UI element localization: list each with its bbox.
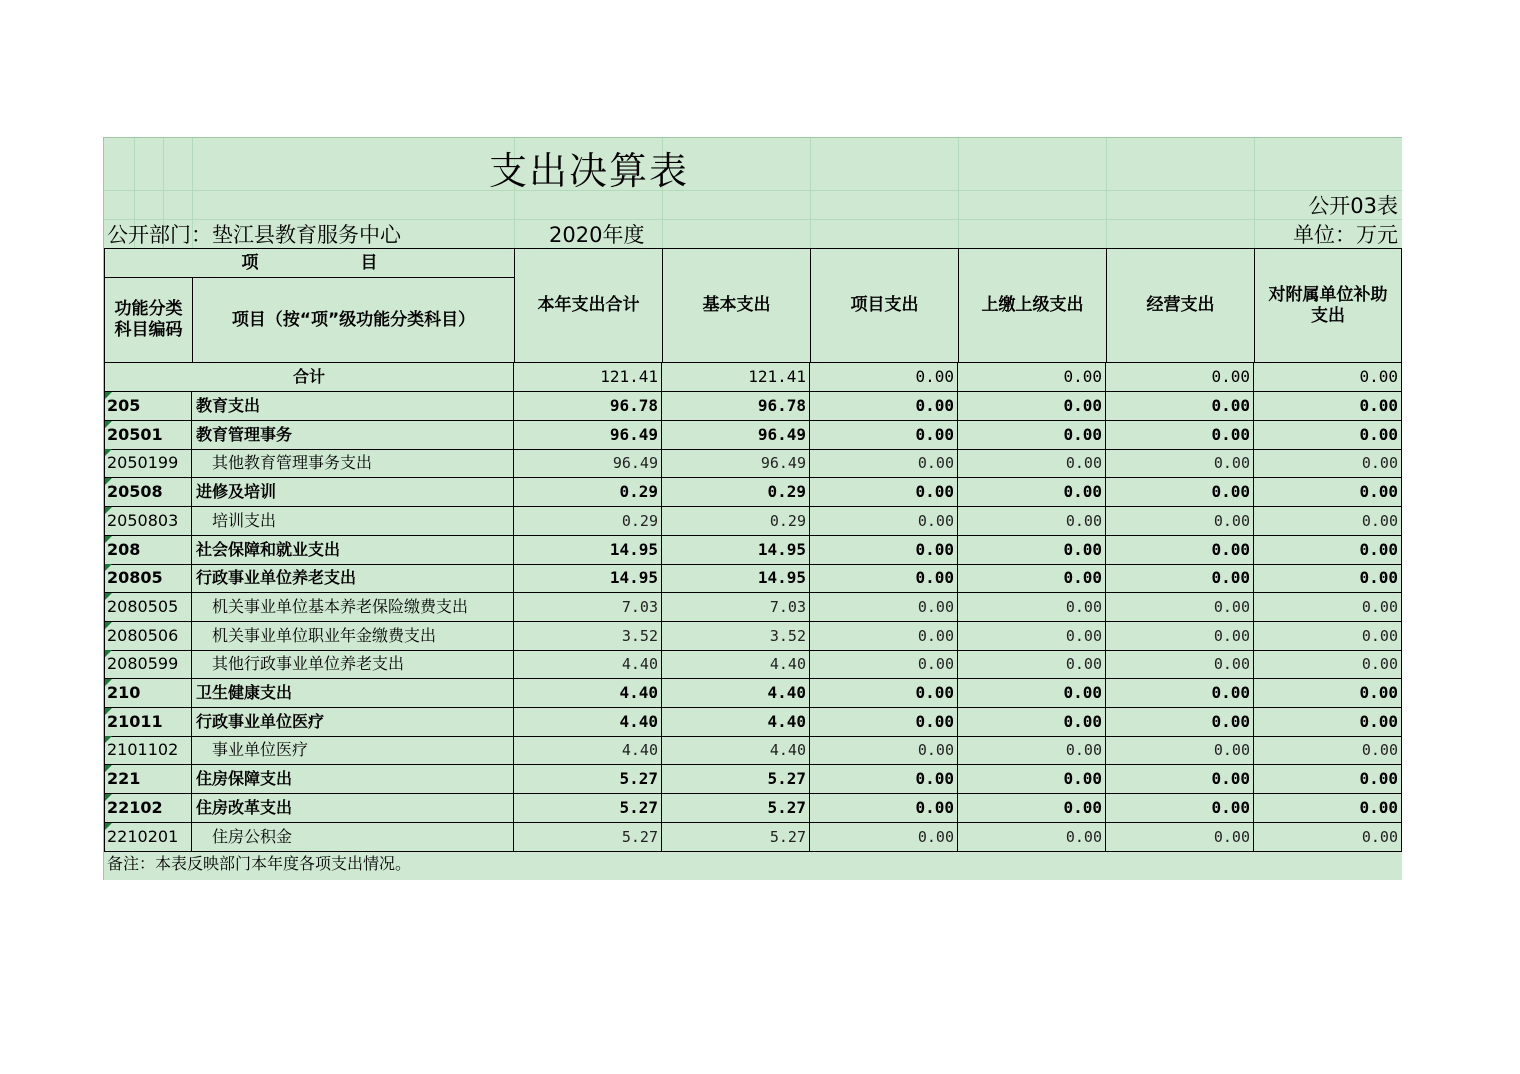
row-code: 2101102 [104, 736, 192, 764]
row-value: 0.00 [958, 564, 1106, 592]
row-value: 0.00 [1106, 449, 1254, 477]
row-value: 0.00 [1254, 449, 1402, 477]
row-value: 0.00 [958, 708, 1106, 736]
row-value: 5.27 [514, 765, 662, 793]
row-value: 4.40 [514, 708, 662, 736]
row-value: 0.00 [958, 794, 1106, 822]
row-value: 0.00 [1106, 765, 1254, 793]
row-code: 205 [104, 392, 192, 420]
row-value: 0.00 [1254, 392, 1402, 420]
row-code: 2050199 [104, 449, 192, 477]
table-row [104, 622, 1402, 651]
row-name: 行政事业单位医疗 [192, 708, 514, 736]
row-value: 0.00 [1106, 708, 1254, 736]
row-value: 0.00 [1106, 421, 1254, 449]
unit-label: 单位：万元 [1293, 223, 1398, 247]
row-value: 96.78 [514, 392, 662, 420]
total-value: 0.00 [958, 363, 1106, 391]
row-code: 22102 [104, 794, 192, 822]
grid-line [1106, 138, 1107, 248]
row-value: 0.00 [958, 650, 1106, 678]
department-label: 公开部门：垫江县教育服务中心 [107, 223, 401, 247]
header-item-group: 项 目 [104, 248, 515, 278]
row-value: 14.95 [662, 564, 810, 592]
expenditure-sheet [103, 137, 1402, 880]
header-code: 功能分类科目编码 [104, 277, 193, 363]
row-name: 其他行政事业单位养老支出 [192, 650, 514, 678]
row-value: 0.00 [1106, 478, 1254, 506]
row-name: 机关事业单位基本养老保险缴费支出 [192, 593, 514, 621]
row-value: 96.49 [514, 449, 662, 477]
table-row [104, 679, 1402, 708]
row-value: 0.00 [810, 794, 958, 822]
row-value: 0.00 [810, 449, 958, 477]
row-value: 0.00 [810, 823, 958, 851]
table-row [104, 823, 1402, 852]
header-name: 项目（按“项”级功能分类科目） [192, 277, 515, 363]
header-business: 经营支出 [1106, 248, 1255, 363]
row-code: 2210201 [104, 823, 192, 851]
row-code: 208 [104, 536, 192, 564]
table-row [104, 708, 1402, 737]
page-title: 支出决算表 [488, 149, 689, 193]
row-value: 0.29 [662, 478, 810, 506]
total-value: 121.41 [514, 363, 662, 391]
row-value: 3.52 [662, 622, 810, 650]
table-row [104, 392, 1402, 421]
row-value: 0.00 [958, 449, 1106, 477]
row-value: 0.29 [514, 507, 662, 535]
row-value: 0.00 [1106, 650, 1254, 678]
row-value: 0.00 [1254, 564, 1402, 592]
row-name: 卫生健康支出 [192, 679, 514, 707]
row-value: 0.00 [810, 421, 958, 449]
row-value: 5.27 [514, 794, 662, 822]
row-value: 0.00 [958, 536, 1106, 564]
row-value: 0.00 [958, 593, 1106, 621]
row-value: 0.00 [1254, 650, 1402, 678]
row-value: 5.27 [662, 823, 810, 851]
row-value: 0.00 [1106, 392, 1254, 420]
row-name: 进修及培训 [192, 478, 514, 506]
row-value: 0.00 [1254, 593, 1402, 621]
row-value: 0.00 [1254, 421, 1402, 449]
row-name: 事业单位医疗 [192, 736, 514, 764]
row-value: 0.00 [1254, 536, 1402, 564]
grid-line [104, 219, 1402, 220]
row-value: 7.03 [514, 593, 662, 621]
total-value: 121.41 [662, 363, 810, 391]
row-name: 机关事业单位职业年金缴费支出 [192, 622, 514, 650]
row-value: 3.52 [514, 622, 662, 650]
row-value: 0.00 [810, 392, 958, 420]
row-value: 5.27 [662, 794, 810, 822]
header-project: 项目支出 [810, 248, 959, 363]
header-total: 本年支出合计 [514, 248, 663, 363]
row-value: 0.00 [1106, 593, 1254, 621]
row-code: 210 [104, 679, 192, 707]
row-code: 221 [104, 765, 192, 793]
table-row [104, 564, 1402, 593]
row-value: 0.00 [958, 823, 1106, 851]
table-row [104, 507, 1402, 536]
table-row [104, 593, 1402, 622]
row-value: 0.00 [1106, 794, 1254, 822]
row-value: 96.49 [514, 421, 662, 449]
row-value: 0.00 [1254, 765, 1402, 793]
row-value: 4.40 [514, 679, 662, 707]
row-value: 0.00 [1106, 736, 1254, 764]
row-name: 住房保障支出 [192, 765, 514, 793]
row-value: 0.00 [1106, 679, 1254, 707]
row-value: 0.00 [810, 708, 958, 736]
row-value: 0.00 [810, 507, 958, 535]
table-row [104, 536, 1402, 565]
row-value: 4.40 [514, 650, 662, 678]
total-label: 合计 [104, 363, 514, 391]
row-value: 0.00 [1254, 823, 1402, 851]
row-value: 14.95 [514, 564, 662, 592]
total-value: 0.00 [810, 363, 958, 391]
grid-line [1254, 138, 1255, 248]
row-value: 0.00 [810, 650, 958, 678]
header-remit: 上缴上级支出 [958, 248, 1107, 363]
row-code: 20508 [104, 478, 192, 506]
row-value: 0.00 [810, 765, 958, 793]
table-row [104, 421, 1402, 450]
row-value: 0.00 [810, 564, 958, 592]
row-value: 96.49 [662, 449, 810, 477]
table-row [104, 736, 1402, 765]
table-row [104, 478, 1402, 507]
row-code: 2050803 [104, 507, 192, 535]
row-name: 培训支出 [192, 507, 514, 535]
row-value: 4.40 [662, 736, 810, 764]
row-value: 0.00 [1254, 507, 1402, 535]
row-value: 0.00 [958, 478, 1106, 506]
row-code: 20805 [104, 564, 192, 592]
row-value: 0.00 [1254, 478, 1402, 506]
table-row [104, 650, 1402, 679]
row-value: 5.27 [662, 765, 810, 793]
row-value: 4.40 [514, 736, 662, 764]
row-value: 0.29 [514, 478, 662, 506]
row-code: 2080599 [104, 650, 192, 678]
row-name: 教育支出 [192, 392, 514, 420]
total-value: 0.00 [1106, 363, 1254, 391]
total-row [104, 363, 1402, 392]
row-name: 住房改革支出 [192, 794, 514, 822]
table-number: 公开03表 [1308, 194, 1398, 218]
row-value: 0.00 [958, 421, 1106, 449]
row-value: 0.00 [1106, 536, 1254, 564]
table-row [104, 449, 1402, 478]
row-value: 5.27 [514, 823, 662, 851]
header-basic: 基本支出 [662, 248, 811, 363]
fiscal-year: 2020年度 [549, 223, 645, 247]
row-value: 0.00 [958, 679, 1106, 707]
row-code: 2080505 [104, 593, 192, 621]
row-value: 0.00 [810, 736, 958, 764]
row-value: 0.00 [1254, 736, 1402, 764]
row-value: 4.40 [662, 679, 810, 707]
table-row [104, 765, 1402, 794]
row-value: 0.00 [1106, 507, 1254, 535]
row-value: 0.00 [1106, 564, 1254, 592]
row-value: 0.00 [958, 392, 1106, 420]
row-value: 0.00 [810, 622, 958, 650]
row-value: 0.00 [958, 622, 1106, 650]
row-value: 0.00 [810, 478, 958, 506]
row-value: 0.00 [1106, 823, 1254, 851]
row-value: 4.40 [662, 708, 810, 736]
row-value: 0.00 [1254, 679, 1402, 707]
table-row [104, 794, 1402, 823]
row-value: 0.00 [810, 593, 958, 621]
row-value: 0.00 [1254, 622, 1402, 650]
row-code: 2080506 [104, 622, 192, 650]
row-value: 96.49 [662, 421, 810, 449]
row-value: 14.95 [662, 536, 810, 564]
row-value: 0.00 [1254, 794, 1402, 822]
row-name: 行政事业单位养老支出 [192, 564, 514, 592]
row-value: 0.00 [1106, 622, 1254, 650]
row-value: 0.29 [662, 507, 810, 535]
header-subsidy: 对附属单位补助支出 [1254, 248, 1402, 363]
row-code: 21011 [104, 708, 192, 736]
row-name: 教育管理事务 [192, 421, 514, 449]
row-value: 0.00 [958, 736, 1106, 764]
row-value: 0.00 [810, 679, 958, 707]
row-value: 14.95 [514, 536, 662, 564]
row-value: 4.40 [662, 650, 810, 678]
row-value: 0.00 [958, 507, 1106, 535]
row-value: 0.00 [958, 765, 1106, 793]
row-name: 社会保障和就业支出 [192, 536, 514, 564]
row-code: 20501 [104, 421, 192, 449]
row-name: 住房公积金 [192, 823, 514, 851]
footnote: 备注：本表反映部门本年度各项支出情况。 [107, 854, 412, 873]
row-value: 0.00 [1254, 708, 1402, 736]
row-name: 其他教育管理事务支出 [192, 449, 514, 477]
row-value: 96.78 [662, 392, 810, 420]
row-value: 0.00 [810, 536, 958, 564]
total-value: 0.00 [1254, 363, 1402, 391]
row-value: 7.03 [662, 593, 810, 621]
